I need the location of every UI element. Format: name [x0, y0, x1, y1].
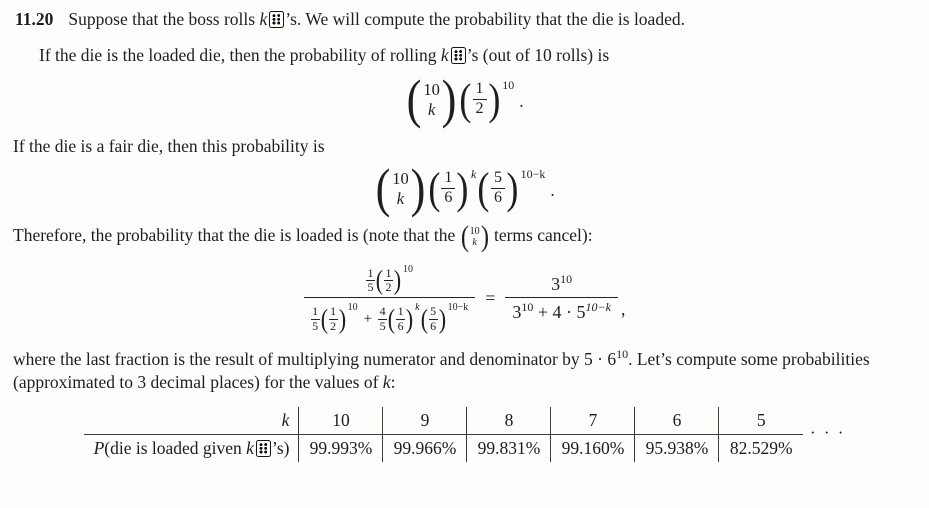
left-paren: (	[427, 164, 441, 214]
table-value-cell: 99.966%	[383, 435, 467, 463]
table-header-cell: 6	[635, 407, 719, 435]
lhs-fraction	[304, 263, 476, 334]
variable-P: P	[93, 438, 105, 459]
binom-bottom: k	[472, 237, 477, 249]
p5-colon: :	[390, 372, 396, 393]
fraction-five-sixths	[429, 305, 438, 333]
left-paren: (	[420, 304, 428, 335]
table-header-cell: 10	[299, 407, 383, 435]
probability-table	[84, 407, 803, 462]
coef-four-fifths	[378, 305, 387, 333]
binomial-coefficient-small	[470, 226, 480, 249]
variable-k: k	[440, 45, 449, 65]
binom-top: 10	[392, 169, 409, 189]
p1-text-after: ’s. We will compute the probability that the die is loaded.	[285, 9, 685, 29]
fraction-numerator: 5	[430, 304, 437, 319]
fraction-numerator: 1	[475, 80, 484, 98]
coef-one-fifth	[311, 305, 320, 333]
fraction-denominator: 6	[397, 318, 404, 333]
binomial-coefficient	[392, 169, 409, 209]
fraction-denominator: 2	[330, 318, 337, 333]
base-3: 3	[551, 273, 561, 294]
formula-loaded-math	[405, 69, 524, 130]
table-header-label: k	[84, 407, 299, 435]
fraction-denominator: 6	[441, 188, 455, 208]
table-data-row	[84, 435, 803, 463]
variable-k: k	[382, 372, 391, 393]
right-paren: )	[405, 304, 414, 335]
p4-text-before: Therefore, the probability that the die is loaded is (note that the	[13, 225, 460, 246]
exponent-10-minus-k: 10−k	[520, 167, 546, 182]
left-paren: (	[387, 304, 396, 335]
fraction-one-half	[473, 80, 487, 119]
fraction-numerator: 1	[312, 304, 319, 319]
table-header-cell: 7	[551, 407, 635, 435]
period: .	[550, 180, 555, 201]
base-3: 3	[512, 302, 522, 323]
binom-top: 10	[469, 225, 480, 237]
table-value-cell: 99.993%	[299, 435, 383, 463]
lhs-numerator	[362, 263, 417, 298]
table-header-cell: 5	[719, 407, 803, 435]
problem-number: 11.20	[15, 9, 54, 29]
exponent-10-minus-k: 10−k	[447, 302, 469, 314]
die-six-icon	[451, 47, 466, 64]
continuation-ellipsis: · · ·	[809, 422, 846, 442]
exponent-k: k	[415, 302, 420, 314]
period: .	[519, 91, 524, 112]
lhs-denominator	[304, 297, 476, 333]
p2-text-after: ’s (out of 10 rolls) is	[466, 45, 610, 65]
fraction-one-half	[384, 267, 393, 295]
fraction-denominator: 5	[379, 318, 386, 333]
fraction-one-half	[329, 305, 338, 333]
fraction-denominator: 6	[491, 188, 505, 208]
table-header-row	[84, 407, 803, 435]
die-six-icon	[269, 11, 284, 28]
right-paren: )	[506, 164, 519, 214]
table-value-cell: 99.831%	[467, 435, 551, 463]
right-paren: )	[438, 304, 446, 335]
right-paren: )	[487, 75, 500, 125]
inline-binomial	[460, 219, 490, 253]
fraction-denominator: 2	[385, 280, 392, 295]
variable-k: k	[259, 9, 268, 29]
right-paren: )	[441, 69, 457, 130]
fraction-numerator: 5	[493, 169, 502, 187]
exponent: 10	[616, 347, 629, 362]
coef-one-fifth	[366, 267, 375, 295]
plus-sign: +	[537, 302, 549, 323]
rhs-denominator	[505, 297, 618, 323]
left-paren: (	[459, 75, 472, 125]
binom-top: 10	[423, 80, 440, 99]
right-paren: )	[338, 304, 346, 335]
table-value-cell: 82.529%	[719, 435, 803, 463]
table-value-cell: 95.938%	[635, 435, 719, 463]
rhs-numerator	[547, 273, 576, 298]
closing-paragraph	[13, 347, 916, 394]
exponent: 10	[521, 300, 534, 315]
fraction-one-sixth	[441, 169, 455, 208]
fraction-five-sixths	[491, 169, 505, 208]
fraction-one-sixth	[396, 305, 405, 333]
p5-text-2: . Let’s compute some probabilities (approximated to 3 decimal places) for the values of	[13, 349, 870, 393]
fraction-denominator: 6	[430, 318, 437, 333]
p2-text-before: If the die is the loaded die, then the probability of rolling	[39, 45, 441, 65]
fraction-numerator: 1	[330, 304, 337, 319]
row-label-end: ’s)	[271, 438, 290, 459]
exponent: 10	[402, 263, 413, 275]
plus-sign: +	[363, 310, 373, 327]
exponent: 10	[347, 302, 358, 314]
binomial-coefficient	[423, 80, 440, 120]
right-paren: )	[393, 265, 402, 296]
table-row-label	[84, 435, 299, 463]
lhs-den-row	[311, 302, 469, 335]
fraction-denominator: 5	[312, 318, 319, 333]
p4-text-after: terms cancel):	[489, 225, 593, 246]
fraction-numerator: 4	[379, 304, 386, 319]
loaded-die-intro	[39, 45, 916, 66]
left-paren: (	[460, 219, 469, 253]
exponent: 10	[502, 78, 515, 92]
formula-loaded-die	[13, 69, 916, 130]
formula-fair-die	[13, 158, 916, 219]
fraction-numerator: 1	[367, 265, 374, 280]
base-5: 5	[576, 302, 586, 323]
right-paren: )	[456, 164, 469, 214]
left-paren: (	[477, 164, 490, 214]
exponent-k: k	[470, 167, 477, 182]
coefficient-4: 4	[552, 302, 562, 323]
cdot: ·	[566, 302, 573, 323]
fraction-numerator: 1	[397, 304, 404, 319]
table-header-cell: 9	[383, 407, 467, 435]
main-equation	[13, 261, 916, 334]
formula-fair-math	[374, 158, 555, 219]
fraction-numerator: 1	[444, 169, 453, 187]
table-header-cell: 8	[467, 407, 551, 435]
comma: ,	[620, 299, 626, 320]
binom-bottom: k	[427, 99, 436, 119]
therefore-line	[13, 219, 916, 253]
exponent-10-minus-k: 10−k	[585, 300, 611, 315]
p5-text-1: where the last fraction is the result of multiplying numerator and denominator by 5 · 6	[13, 349, 617, 370]
die-six-icon	[256, 440, 271, 457]
table-value-cell: 99.160%	[551, 435, 635, 463]
fraction-numerator: 1	[385, 265, 392, 280]
right-paren: )	[480, 219, 489, 253]
left-paren: (	[407, 69, 422, 130]
rhs-fraction	[505, 273, 618, 324]
right-paren: )	[410, 158, 426, 219]
probability-table-wrap	[13, 407, 916, 462]
left-paren: (	[375, 158, 391, 219]
fraction-denominator: 5	[367, 280, 374, 295]
fraction-denominator: 2	[473, 99, 487, 119]
binom-bottom: k	[396, 188, 405, 208]
left-paren: (	[320, 304, 328, 335]
p1-text-before: Suppose that the boss rolls	[68, 9, 260, 29]
exponent: 10	[560, 271, 573, 286]
problem-statement	[15, 9, 916, 30]
lhs-num-row	[366, 263, 413, 296]
equals-sign: =	[485, 287, 496, 308]
variable-k: k	[246, 438, 254, 459]
left-paren: (	[375, 265, 384, 296]
row-label-text: (die is loaded given	[104, 438, 247, 459]
main-equation-math	[304, 263, 626, 334]
fair-die-intro: If the die is a fair die, then this probability is	[13, 136, 325, 157]
